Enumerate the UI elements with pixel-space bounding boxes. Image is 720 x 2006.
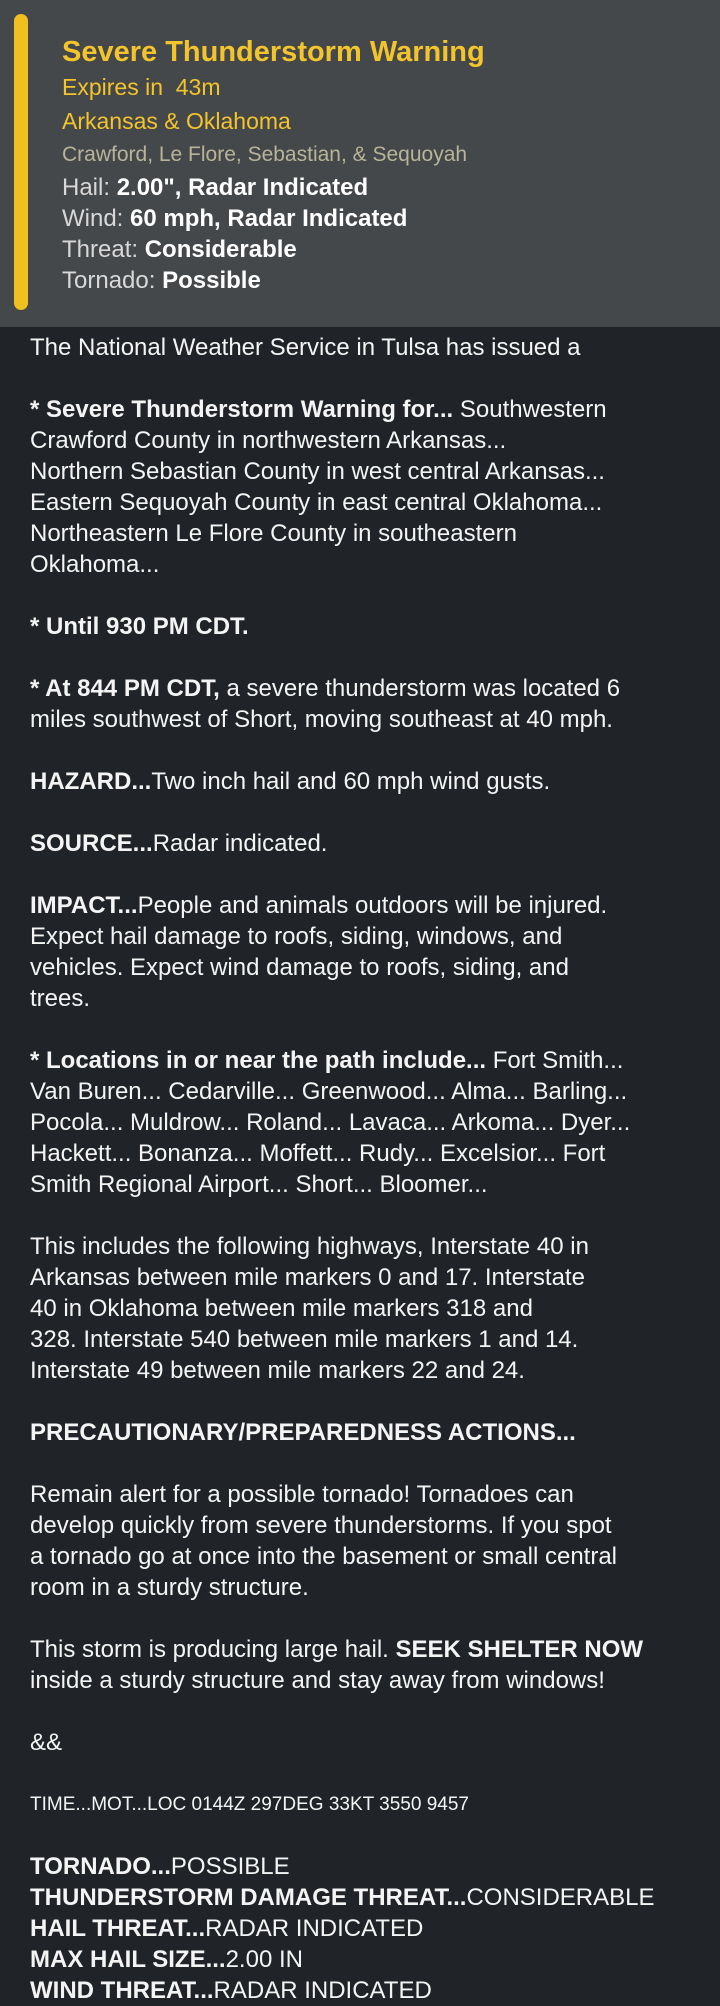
impact-label: IMPACT... <box>30 892 138 919</box>
tag-value: POSSIBLE <box>170 1853 290 1880</box>
warning-for-line: Oklahoma... <box>30 551 160 578</box>
tag-value: RADAR INDICATED <box>205 1915 424 1942</box>
source-text: Radar indicated. <box>152 830 328 857</box>
hail-shelter-paragraph <box>30 1634 710 1696</box>
precaution-paragraph <box>30 1479 710 1603</box>
precaution-heading-paragraph <box>30 1417 710 1448</box>
tag-row <box>30 1944 710 1975</box>
alert-states: Arkansas & Oklahoma <box>62 108 291 134</box>
locations-label: * Locations in or near the path include... <box>30 1047 487 1074</box>
alert-summary <box>62 34 485 296</box>
hazard-paragraph <box>30 766 710 797</box>
source-label: SOURCE... <box>30 830 153 857</box>
locations-line: Smith Regional Airport... Short... Bloomer... <box>30 1171 488 1198</box>
tag-label: TORNADO... <box>30 1853 171 1880</box>
locations-line: Hackett... Bonanza... Moffett... Rudy... Excelsior... Fort <box>30 1140 606 1167</box>
warning-for-paragraph <box>30 394 710 580</box>
source-paragraph <box>30 828 710 859</box>
impact-line: People and animals outdoors will be injured. <box>137 892 608 919</box>
at-text: miles southwest of Short, moving southeast at 40 mph. <box>30 706 613 733</box>
warning-for-line: Southwestern <box>459 396 607 423</box>
alert-body <box>30 332 710 2006</box>
hail-row <box>62 172 485 203</box>
expires-label: Expires in <box>62 74 163 100</box>
alert-severity-bar <box>14 14 28 310</box>
tag-label: THUNDERSTORM DAMAGE THREAT... <box>30 1884 467 1911</box>
tornado-label: Tornado: <box>62 267 156 294</box>
tag-row <box>30 1882 710 1913</box>
hail-shelter-text: This storm is producing large hail. <box>30 1636 396 1663</box>
alert-counties: Crawford, Le Flore, Sebastian, & Sequoyah <box>62 143 468 166</box>
hail-label: Hail: <box>62 174 111 201</box>
impact-paragraph <box>30 890 710 1014</box>
warning-for-line: Northeastern Le Flore County in southeastern <box>30 520 517 547</box>
hail-shelter-text: inside a sturdy structure and stay away from windows! <box>30 1667 605 1694</box>
tag-row <box>30 1851 710 1882</box>
intro-paragraph: The National Weather Service in Tulsa has issued a <box>30 334 581 361</box>
tag-label: WIND THREAT... <box>30 1977 214 2004</box>
seek-shelter-text: SEEK SHELTER NOW <box>395 1636 644 1663</box>
alert-header <box>0 0 720 327</box>
highways-line: 328. Interstate 540 between mile markers 1 and 14. <box>30 1326 579 1353</box>
tag-value: 2.00 IN <box>225 1946 303 1973</box>
at-text: a severe thunderstorm was located 6 <box>219 675 621 702</box>
at-paragraph <box>30 673 710 735</box>
warning-for-label: * Severe Thunderstorm Warning for... <box>30 396 454 423</box>
alert-expiry <box>62 70 485 104</box>
warning-for-line: Eastern Sequoyah County in east central Oklahoma... <box>30 489 603 516</box>
wind-label: Wind: <box>62 205 124 232</box>
highways-paragraph <box>30 1231 710 1386</box>
precaution-line: a tornado go at once into the basement or small central <box>30 1543 618 1570</box>
expires-value: 43m <box>175 74 221 100</box>
hazard-label: HAZARD... <box>30 768 152 795</box>
hail-value: 2.00", Radar Indicated <box>116 174 369 201</box>
locations-line: Fort Smith... <box>486 1047 624 1074</box>
locations-paragraph <box>30 1045 710 1200</box>
highways-line: This includes the following highways, Interstate 40 in <box>30 1233 589 1260</box>
wind-row <box>62 203 485 234</box>
ampersand-paragraph: && <box>30 1729 63 1756</box>
warning-for-line: Crawford County in northwestern Arkansas... <box>30 427 507 454</box>
tag-label: MAX HAIL SIZE... <box>30 1946 226 1973</box>
hazard-text: Two inch hail and 60 mph wind gusts. <box>151 768 551 795</box>
tag-value: RADAR INDICATED <box>213 1977 432 2004</box>
wind-value: 60 mph, Radar Indicated <box>130 205 408 232</box>
threat-tags <box>30 1851 710 2006</box>
threat-row <box>62 234 485 265</box>
threat-label: Threat: <box>62 236 139 263</box>
locations-line: Pocola... Muldrow... Roland... Lavaca... Arkoma... Dyer... <box>30 1109 631 1136</box>
at-label: * At 844 PM CDT, <box>30 675 220 702</box>
tag-label: HAIL THREAT... <box>30 1915 206 1942</box>
tornado-row <box>62 265 485 296</box>
precaution-line: room in a sturdy structure. <box>30 1574 309 1601</box>
locations-line: Van Buren... Cedarville... Greenwood... Alma... Barling... <box>30 1078 628 1105</box>
impact-line: vehicles. Expect wind damage to roofs, siding, and <box>30 954 569 981</box>
precaution-line: Remain alert for a possible tornado! Tornadoes can <box>30 1481 574 1508</box>
time-mot-loc: TIME...MOT...LOC 0144Z 297DEG 33KT 3550 9457 <box>30 1794 469 1815</box>
precaution-line: develop quickly from severe thunderstorms. If you spot <box>30 1512 612 1539</box>
precaution-heading: PRECAUTIONARY/PREPAREDNESS ACTIONS... <box>30 1419 576 1446</box>
threat-value: Considerable <box>144 236 297 263</box>
tag-row <box>30 1975 710 2006</box>
impact-line: Expect hail damage to roofs, siding, windows, and <box>30 923 563 950</box>
alert-title: Severe Thunderstorm Warning <box>62 36 485 68</box>
impact-line: trees. <box>30 985 91 1012</box>
warning-for-line: Northern Sebastian County in west central Arkansas... <box>30 458 605 485</box>
until-text: * Until 930 PM CDT. <box>30 613 249 640</box>
tag-row <box>30 1913 710 1944</box>
tornado-value: Possible <box>162 267 261 294</box>
highways-line: Interstate 49 between mile markers 22 and 24. <box>30 1357 525 1384</box>
tag-value: CONSIDERABLE <box>466 1884 655 1911</box>
highways-line: 40 in Oklahoma between mile markers 318 and <box>30 1295 533 1322</box>
highways-line: Arkansas between mile markers 0 and 17. Interstate <box>30 1264 585 1291</box>
until-paragraph <box>30 611 710 642</box>
